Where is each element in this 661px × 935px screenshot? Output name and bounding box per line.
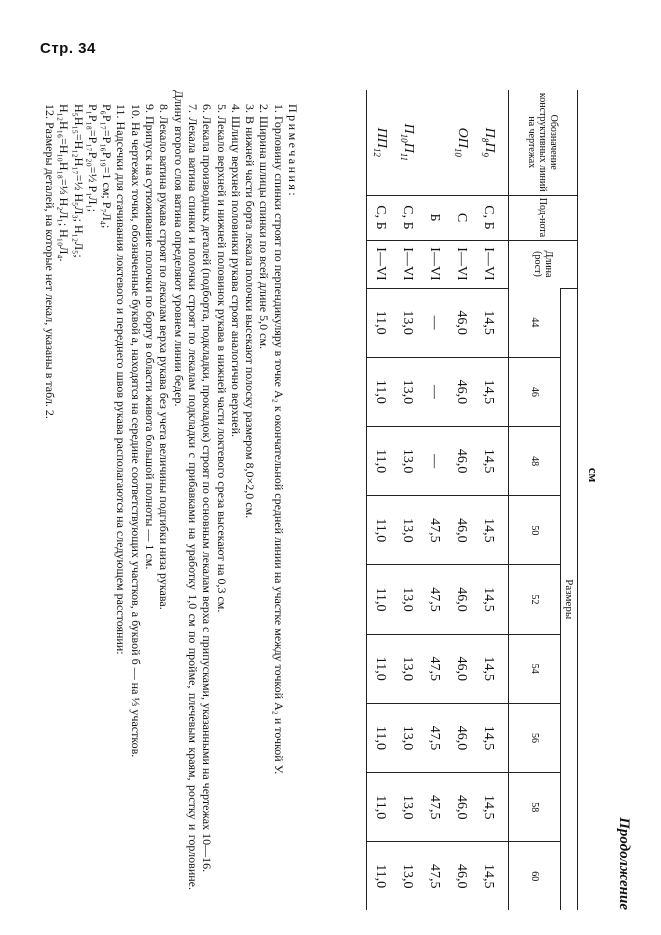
value-cell: 11,0 xyxy=(367,565,395,634)
value-cell: 46,0 xyxy=(448,703,475,772)
table-row xyxy=(367,90,395,910)
value-cell: — xyxy=(421,288,448,357)
designation-letter: П xyxy=(481,142,497,153)
note-item: 11. Надсечки для стачивания локтевого и переднего швов рукава располагаются на следующем расстоянии: xyxy=(114,104,129,655)
table-row xyxy=(448,90,475,910)
designation-subscript: 10 xyxy=(453,147,464,157)
value-cell: 11,0 xyxy=(367,634,395,703)
size-col: 52 xyxy=(509,565,561,634)
designation-cell xyxy=(475,90,509,195)
value-cell: 47,5 xyxy=(421,496,448,565)
value-cell: 47,5 xyxy=(421,634,448,703)
subgroup-cell: Б xyxy=(421,195,448,240)
value-cell: 11,0 xyxy=(367,496,395,565)
designation-subscript: 9 xyxy=(480,152,491,157)
formula-line: H₅H₁₅=H₁₂H₁₇=½ H₅Л₃; H₁₂Л₅; xyxy=(71,104,86,258)
table-row xyxy=(421,90,448,910)
continued-label: Продолжение xyxy=(616,817,632,910)
size-col: 58 xyxy=(509,773,561,842)
size-col: 46 xyxy=(509,357,561,426)
page-number: Стр. 34 xyxy=(40,40,96,57)
designation-cell xyxy=(367,90,395,195)
size-col: 56 xyxy=(509,703,561,772)
value-cell: 11,0 xyxy=(367,357,395,426)
size-col: 54 xyxy=(509,634,561,703)
note-item: 12. Размеры деталей, на которые нет лекал, указаны в табл. 2. xyxy=(42,104,57,419)
value-cell: 46,0 xyxy=(448,634,475,703)
note-item: 3. В нижней части борта лекала полочки высекают полоску размером 8,0×2,0 см. xyxy=(243,104,258,519)
value-cell: 13,0 xyxy=(394,703,421,772)
notes-heading: Примечания: xyxy=(286,104,300,199)
designation-cell xyxy=(421,90,448,195)
value-cell: 46,0 xyxy=(448,426,475,495)
table-row xyxy=(475,90,509,910)
size-col: 50 xyxy=(509,496,561,565)
formula-line: P₆P₁₇=P₁₆P₁₉=1 см; P₇Л₄; xyxy=(100,104,115,229)
subgroup-cell: С, Б xyxy=(394,195,421,240)
value-cell: 13,0 xyxy=(394,634,421,703)
note-item: 9. Припуск на сутюживание полочки по борту в области живота большой полноты — 1 см. xyxy=(143,104,158,570)
unit-label: см xyxy=(586,467,601,483)
value-cell: 14,5 xyxy=(475,773,509,842)
note-item: 4. Шлицу верхней половинки рукава строят аналогично верхней. xyxy=(228,104,243,438)
value-cell: 14,5 xyxy=(475,357,509,426)
value-cell: 46,0 xyxy=(448,842,475,910)
value-cell: 14,5 xyxy=(475,288,509,357)
rotated-content xyxy=(0,40,632,920)
length-cell: I—VI xyxy=(394,240,421,288)
formula-line: P₁P₁₈=P₁₇P₂₀=½ P₁Л₁; xyxy=(85,104,100,213)
designation-letter: П xyxy=(481,127,497,138)
note-item: 6. Лекала производных деталей (подборта, подкладки, прокладок) строят по основным лекалам верха с припусками, указанными на чертежах 10—16. xyxy=(200,104,215,873)
value-cell: 46,0 xyxy=(448,773,475,842)
value-cell: 13,0 xyxy=(394,496,421,565)
value-cell: 47,5 xyxy=(421,703,448,772)
sizes-table xyxy=(366,90,578,910)
formula-line: H₁₂H₁₆=H₁₀H₁₈=⅓ H₂Л₁; H₁₀Л₄. xyxy=(57,104,72,262)
header-designation: Обозначение конструктивных линий на чертежах xyxy=(509,90,578,195)
length-cell: I—VI xyxy=(448,240,475,288)
designation-letter: ОП xyxy=(454,127,470,148)
designation-cell xyxy=(394,90,421,195)
length-cell: I—VI xyxy=(475,240,509,288)
value-cell: 46,0 xyxy=(448,288,475,357)
designation-subscript: 11 xyxy=(399,152,410,162)
note-item: 8. Лекало ватина рукава строят по лекалам верха рукава без учета величины подгибки низа рукава. xyxy=(157,104,172,610)
designation-subscript: 10 xyxy=(399,133,410,143)
value-cell: 14,5 xyxy=(475,634,509,703)
subgroup-cell: С, Б xyxy=(367,195,395,240)
value-cell: 46,0 xyxy=(448,565,475,634)
note-item: 7. Лекала ватина спинки и полочки строят по лекалам подкладки с прибавками на уработку 1,0 см по пройме, плечевым краям, ростку и горловине. Длину второго слоя ватина определяют уровнем линии бедер. xyxy=(171,90,200,890)
value-cell: 14,5 xyxy=(475,426,509,495)
size-col: 48 xyxy=(509,426,561,495)
value-cell: 14,5 xyxy=(475,565,509,634)
header-sizes: Размеры xyxy=(561,288,578,910)
value-cell: — xyxy=(421,357,448,426)
value-cell: 47,5 xyxy=(421,842,448,910)
value-cell: 13,0 xyxy=(394,426,421,495)
size-col: 44 xyxy=(509,288,561,357)
value-cell: 47,5 xyxy=(421,773,448,842)
value-cell: 11,0 xyxy=(367,773,395,842)
value-cell: 11,0 xyxy=(367,288,395,357)
value-cell: 46,0 xyxy=(448,496,475,565)
value-cell: 13,0 xyxy=(394,357,421,426)
notes xyxy=(43,90,300,890)
table-row xyxy=(394,90,421,910)
note-item: 2. Ширина шлицы спинки по всей длине 5,0 см. xyxy=(257,104,272,350)
designation-subscript: 8 xyxy=(480,137,491,143)
note-item: 10. На чертежах точки, обозначенные буквой а, находятся на середине соответствующих участков, а буквой б — на ⅓ участков. xyxy=(128,104,143,758)
value-cell: 14,5 xyxy=(475,496,509,565)
designation-subscript: 12 xyxy=(372,147,383,157)
subgroup-cell: С, Б xyxy=(475,195,509,240)
value-cell: 46,0 xyxy=(448,357,475,426)
value-cell: 13,0 xyxy=(394,288,421,357)
value-cell: 13,0 xyxy=(394,565,421,634)
note-item: 5. Лекало верхней и нижней половинок рукава в нижней части локтевого среза высекают на 0,3 см. xyxy=(214,104,229,613)
length-cell: I—VI xyxy=(367,240,395,288)
size-col: 60 xyxy=(509,842,561,910)
designation-letter: П xyxy=(400,142,416,153)
length-cell: I—VI xyxy=(421,240,448,288)
header-length: Длина (рост) xyxy=(509,240,578,288)
value-cell: 14,5 xyxy=(475,842,509,910)
value-cell: 14,5 xyxy=(475,703,509,772)
value-cell: 47,5 xyxy=(421,565,448,634)
subgroup-cell: С xyxy=(448,195,475,240)
value-cell: 13,0 xyxy=(394,842,421,910)
value-cell: 11,0 xyxy=(367,426,395,495)
header-subgroup: Под-нота xyxy=(509,195,578,240)
designation-letter: П xyxy=(400,123,416,134)
designation-cell xyxy=(448,90,475,195)
value-cell: — xyxy=(421,426,448,495)
value-cell: 11,0 xyxy=(367,703,395,772)
designation-letter: ПП xyxy=(373,127,389,148)
value-cell: 11,0 xyxy=(367,842,395,910)
table-body xyxy=(367,90,509,910)
note-item: 1. Горловину спинки строят по перпендикуляру в точке А₂ к окончательной средней линии на участке между точкой А₂ и точкой У. xyxy=(271,104,286,775)
value-cell: 13,0 xyxy=(394,773,421,842)
